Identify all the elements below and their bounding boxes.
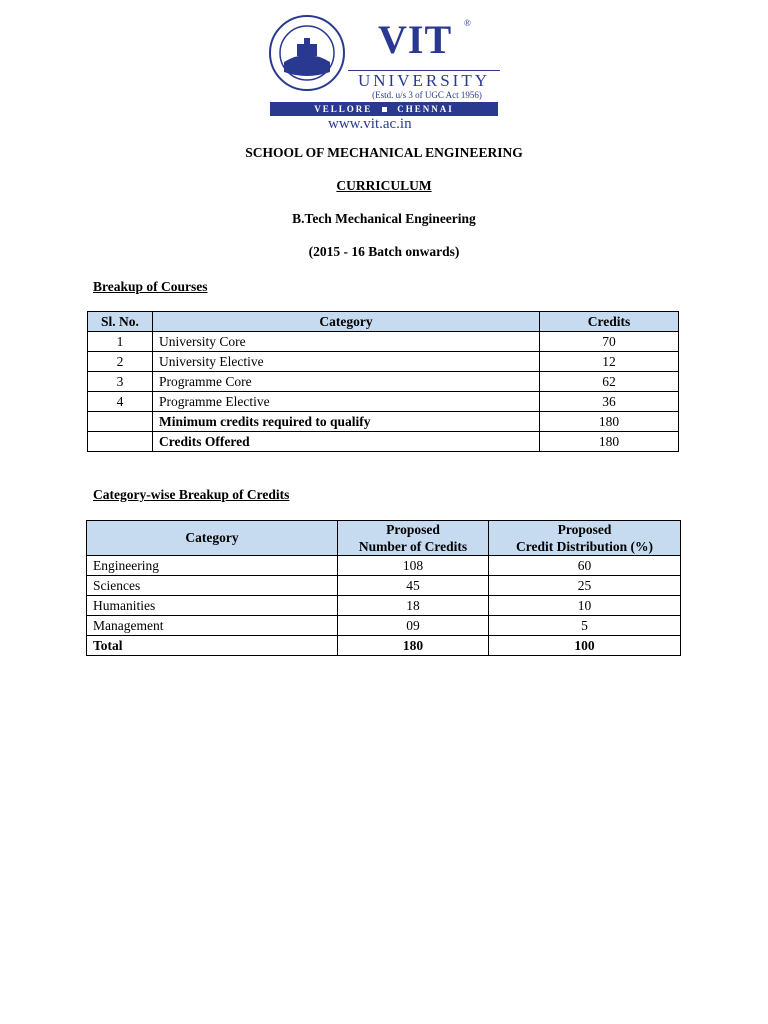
cell-category: Management: [87, 616, 338, 636]
table-row: [87, 556, 681, 576]
table-row: [88, 352, 679, 372]
header-number-line2: Number of Credits: [358, 539, 468, 554]
table-row: [87, 616, 681, 636]
cell-number: 09: [338, 616, 489, 636]
logo-established-text: (Estd. u/s 3 of UGC Act 1956): [372, 90, 482, 100]
logo-vit-text: VIT: [378, 17, 453, 62]
cell-sl: 4: [88, 392, 153, 412]
programme-title: B.Tech Mechanical Engineering: [292, 211, 476, 226]
credits-section-title: Category-wise Breakup of Credits: [93, 487, 290, 502]
cell-credits: 12: [540, 352, 679, 372]
header-category: Category: [87, 521, 338, 556]
cell-category: University Elective: [153, 352, 540, 372]
courses-table: [87, 311, 679, 452]
minimum-credits-row: [88, 412, 679, 432]
cell-sl: 3: [88, 372, 153, 392]
cell-offered-label: Credits Offered: [153, 432, 540, 452]
university-seal-icon: [268, 14, 346, 92]
cell-category: Programme Elective: [153, 392, 540, 412]
cell-credits: 36: [540, 392, 679, 412]
cell-number: 108: [338, 556, 489, 576]
cell-category: University Core: [153, 332, 540, 352]
cell-credits: 62: [540, 372, 679, 392]
empty-cell: [88, 432, 153, 452]
logo-campus-bar: [270, 102, 498, 116]
cell-offered-value: 180: [540, 432, 679, 452]
header-credits: Credits: [540, 312, 679, 332]
total-row: [87, 636, 681, 656]
cell-category: Humanities: [87, 596, 338, 616]
campus-chennai: CHENNAI: [397, 104, 454, 114]
batch-text: (2015 - 16 Batch onwards): [308, 244, 460, 259]
cell-min-value: 180: [540, 412, 679, 432]
curriculum-heading: CURRICULUM: [336, 178, 432, 193]
header-number-line1: Proposed: [386, 522, 440, 537]
table-row: [87, 576, 681, 596]
header-dist-line2: Credit Distribution (%): [516, 539, 653, 554]
separator-square-icon: [382, 107, 387, 112]
header-category: Category: [153, 312, 540, 332]
cell-category: Sciences: [87, 576, 338, 596]
table-row: [88, 332, 679, 352]
cell-total-number: 180: [338, 636, 489, 656]
cell-dist: 60: [489, 556, 681, 576]
cell-total-dist: 100: [489, 636, 681, 656]
logo-university-text: UNIVERSITY: [348, 70, 500, 90]
registered-mark: ®: [464, 18, 471, 28]
campus-vellore: VELLORE: [314, 104, 373, 114]
table-header-row: [88, 312, 679, 332]
cell-category: Engineering: [87, 556, 338, 576]
empty-cell: [88, 412, 153, 432]
cell-dist: 25: [489, 576, 681, 596]
cell-dist: 5: [489, 616, 681, 636]
cell-dist: 10: [489, 596, 681, 616]
cell-number: 18: [338, 596, 489, 616]
header-credit-distribution: [489, 521, 681, 556]
vit-logo: [268, 14, 500, 132]
header-number-of-credits: [338, 521, 489, 556]
cell-min-label: Minimum credits required to qualify: [153, 412, 540, 432]
courses-section-title: Breakup of Courses: [93, 279, 208, 294]
credits-table: [86, 520, 681, 656]
header-dist-line1: Proposed: [557, 522, 612, 537]
table-row: [87, 596, 681, 616]
table-header-row: [87, 521, 681, 556]
credits-offered-row: [88, 432, 679, 452]
cell-credits: 70: [540, 332, 679, 352]
cell-number: 45: [338, 576, 489, 596]
cell-sl: 2: [88, 352, 153, 372]
website-link[interactable]: www.vit.ac.in: [328, 116, 412, 132]
cell-category: Programme Core: [153, 372, 540, 392]
table-row: [88, 392, 679, 412]
header-sl-no: Sl. No.: [88, 312, 153, 332]
cell-sl: 1: [88, 332, 153, 352]
school-title: SCHOOL OF MECHANICAL ENGINEERING: [245, 145, 523, 160]
cell-total-label: Total: [87, 636, 338, 656]
table-row: [88, 372, 679, 392]
